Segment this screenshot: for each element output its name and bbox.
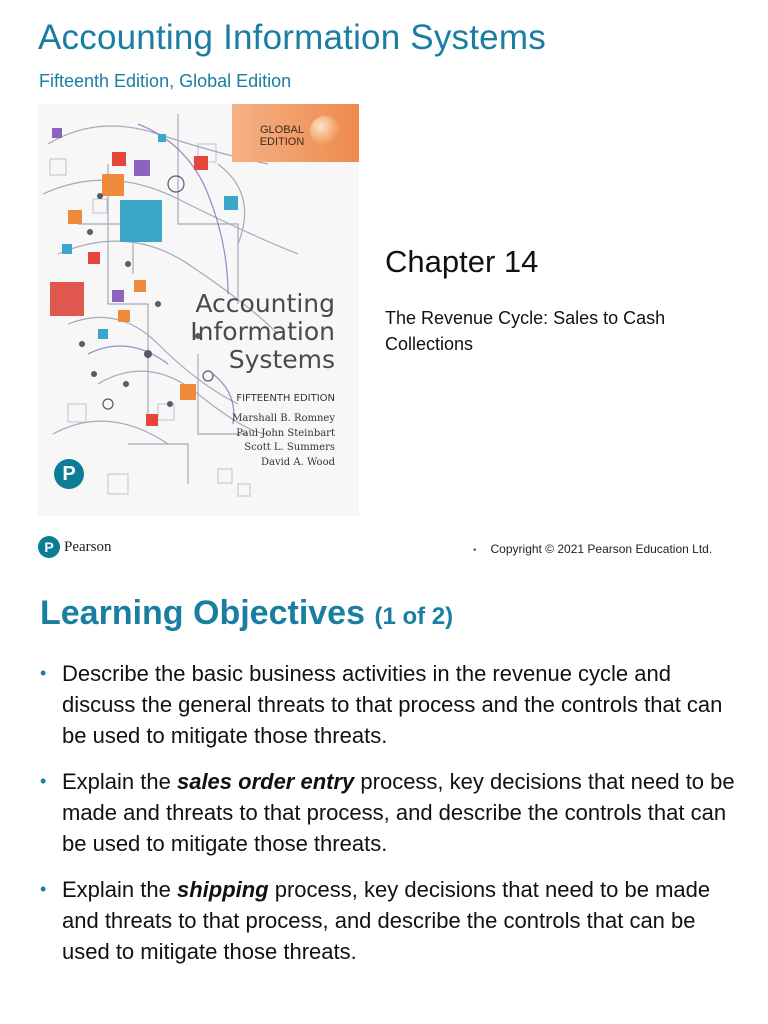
objective-emphasis: sales order entry: [176, 769, 355, 794]
brand-name: Pearson: [64, 538, 112, 555]
list-item: [40, 874, 740, 967]
objective-emphasis: shipping: [176, 877, 269, 902]
objective-text-before: Explain the: [62, 877, 177, 902]
chapter-subtitle: The Revenue Cycle: Sales to Cash Collections: [385, 308, 666, 354]
list-item: [40, 658, 740, 751]
globe-icon: [310, 116, 340, 146]
cover-title-line-1: Accounting: [195, 289, 335, 318]
book-subtitle: Fifteenth Edition, Global Edition: [39, 71, 292, 91]
author-3: Scott L. Summers: [244, 442, 335, 453]
bullet-icon: •: [40, 663, 47, 683]
objectives-list: [40, 658, 740, 982]
learning-objectives-slide: [0, 580, 768, 1024]
objectives-heading: Learning Objectives: [40, 594, 365, 632]
pearson-logo-icon: P: [54, 459, 84, 489]
badge-line-1: GLOBAL: [259, 124, 305, 136]
book-title: Accounting Information Systems: [38, 18, 546, 57]
objective-text-after: process, key decisions that need to be made and threats to that process, and describe the controls that can be used to mitigate those threats.: [62, 769, 735, 856]
bullet-icon: •: [473, 545, 477, 556]
pearson-icon: P: [38, 536, 60, 558]
badge-line-2: EDITION: [259, 136, 305, 148]
author-2: Paul John Steinbart: [236, 427, 335, 439]
chapter-number: Chapter 14: [385, 244, 539, 279]
badge-text: [256, 124, 308, 148]
objectives-count: (1 of 2): [374, 603, 454, 630]
cover-edition: FIFTEENTH EDITION: [236, 393, 335, 404]
cover-title-line-2: Information: [190, 317, 335, 346]
objective-text: Describe the basic business activities in the revenue cycle and discuss the general threats to that process and the controls that can be used to mitigate those threats.: [62, 661, 723, 748]
copyright-notice: [473, 542, 712, 556]
list-item: [40, 766, 740, 859]
author-1: Marshall B. Romney: [232, 413, 335, 424]
pearson-brand: [38, 536, 112, 558]
objectives-title: [40, 594, 453, 633]
global-edition-badge: [232, 104, 359, 162]
bullet-icon: •: [40, 879, 47, 899]
author-4: David A. Wood: [260, 456, 335, 468]
objective-text-before: Explain the: [62, 769, 177, 794]
cover-title: [190, 290, 335, 374]
copyright-text: Copyright © 2021 Pearson Education Ltd.: [490, 542, 713, 556]
objective-text-after: process, key decisions that need to be made and threats to that process, and describe the controls that can be used to mitigate those threats.: [62, 877, 711, 964]
cover-authors: [232, 412, 335, 470]
cover-title-line-3: Systems: [228, 345, 335, 374]
book-cover-image: [38, 104, 359, 516]
bullet-icon: •: [40, 771, 47, 791]
